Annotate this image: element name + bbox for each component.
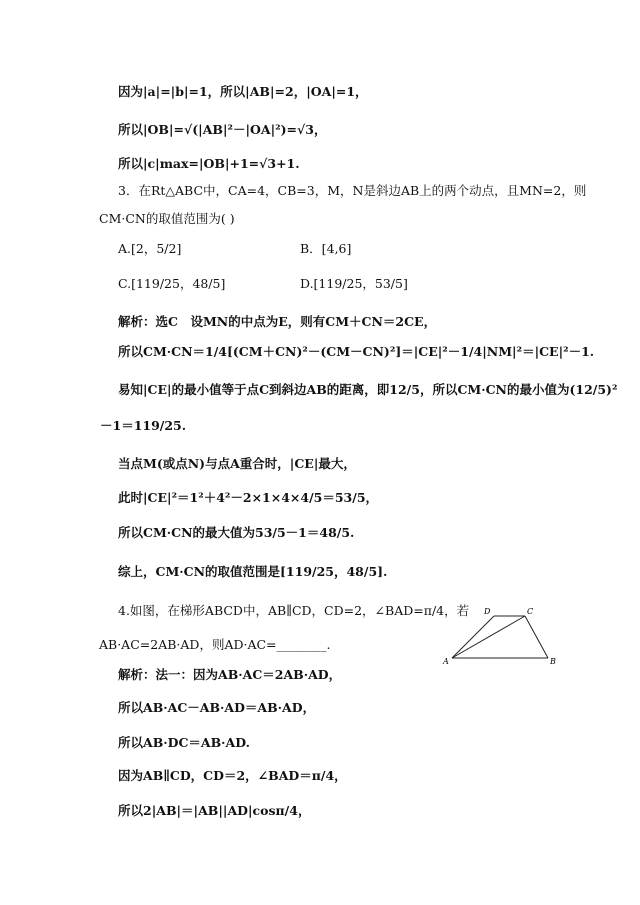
question-4: 4.如图，在梯形ABCD中，AB∥CD，CD=2，∠BAD=π/4，若: [118, 603, 470, 618]
line: AB·AC=2AB·AD，则AD·AC=________.: [99, 637, 331, 652]
solution: 解析：选C 设MN的中点为E，则有CM＋CN＝2CE，: [118, 314, 437, 329]
line: 因为|a|=|b|=1，所以|AB|=2，|OA|=1，: [118, 84, 368, 99]
line: 所以2|AB|＝|AB||AD|cosπ/4，: [118, 803, 311, 818]
vertex-label-a: A: [443, 657, 449, 666]
line: 因为AB∥CD，CD＝2，∠BAD＝π/4，: [118, 768, 347, 783]
line: 当点M(或点N)与点A重合时，|CE|最大，: [118, 456, 356, 471]
line: CM·CN的取值范围为( ): [99, 211, 235, 226]
line: 所以AB·AC－AB·AD＝AB·AD，: [118, 700, 316, 715]
option-d: D.[119/25，53/5]: [300, 276, 408, 291]
line: 易知|CE|的最小值等于点C到斜边AB的距离，即12/5，所以CM·CN的最小值为(12/5)²: [118, 382, 618, 397]
vertex-label-b: B: [550, 657, 556, 666]
line: －1＝119/25.: [100, 418, 187, 433]
line: 所以CM·CN＝1/4[(CM＋CN)²－(CM－CN)²]＝|CE|²－1/4|NM|²＝|CE|²－1.: [118, 344, 595, 359]
solution: 解析：法一：因为AB·AC＝2AB·AD，: [118, 667, 342, 682]
line: 所以|c|max=|OB|+1=√3+1.: [118, 156, 300, 171]
line: 所以|OB|=√(|AB|²－|OA|²)=√3，: [118, 122, 327, 137]
line: 综上，CM·CN的取值范围是[119/25，48/5].: [118, 564, 388, 579]
question-3: 3．在Rt△ABC中，CA=4，CB=3，M，N是斜边AB上的两个动点，且MN=2，则: [118, 183, 587, 198]
line: 所以CM·CN的最大值为53/5－1＝48/5.: [118, 525, 355, 540]
vertex-label-d: D: [484, 607, 491, 616]
line: 所以AB·DC＝AB·AD.: [118, 735, 250, 750]
option-b: B．[4,6]: [300, 241, 352, 256]
vertex-label-c: C: [527, 607, 534, 616]
option-c: C.[119/25，48/5]: [118, 276, 226, 291]
option-a: A.[2，5/2]: [118, 241, 182, 256]
line: 此时|CE|²＝1²＋4²－2×1×4×4/5＝53/5，: [118, 490, 379, 505]
trapezoid-figure: [440, 606, 560, 668]
